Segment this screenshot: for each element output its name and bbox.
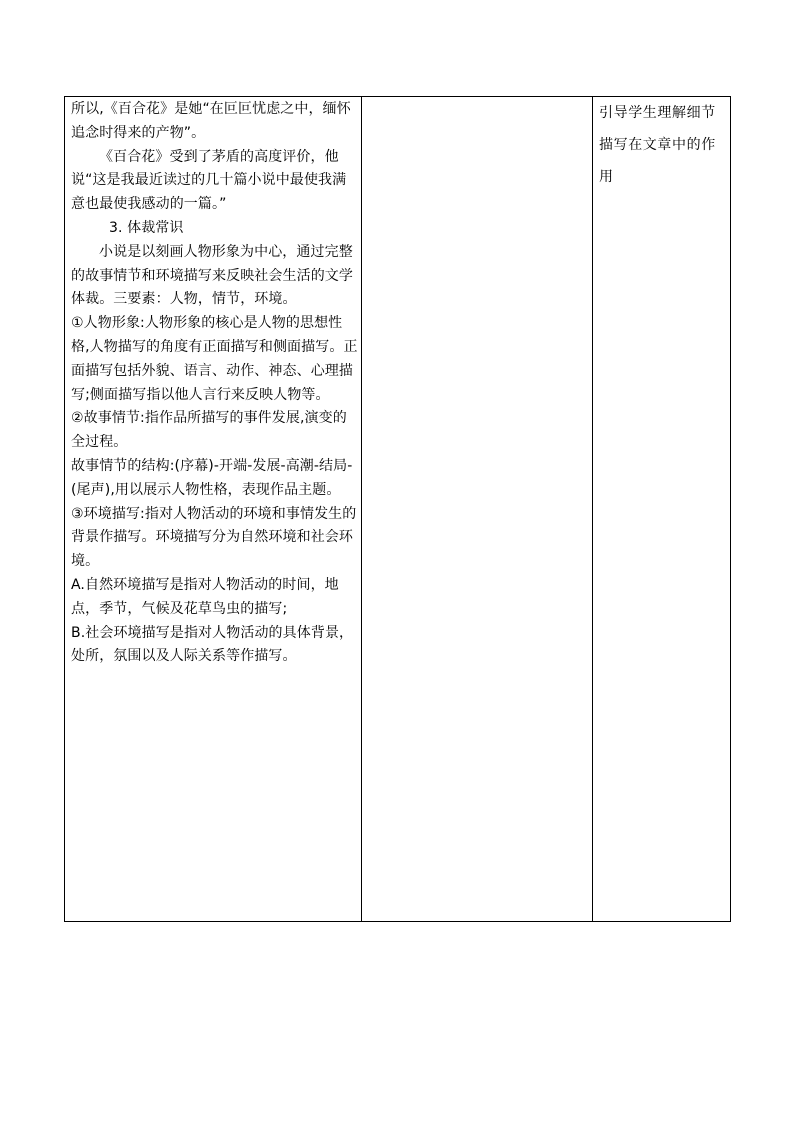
paragraph-author-quote: 所以,《百合花》是她“在叵叵忧虑之中，缅怀追念时得来的产物”。	[71, 101, 351, 141]
paragraph-plot: ②故事情节:指作品所描写的事件发展,演变的全过程。	[71, 410, 347, 451]
paragraph-novel-definition: 小说是以刻画人物形象为中心，通过完整的故事情节和环境描写来反映社会生活的文学体裁。三要素：人物，情节，环境。	[71, 243, 353, 308]
paragraph-social-environment: B.社会环境描写是指对人物活动的具体背景，处所，氛围以及人际关系等作描写。	[71, 624, 354, 665]
section-heading-genre: 3. 体裁常识	[109, 219, 184, 236]
content-cell	[65, 97, 362, 922]
content-text-block	[65, 97, 361, 669]
paragraph-plot-structure: 故事情节的结构:(序幕)-开端-发展-高潮-结局-(尾声),用以展示人物性格，表现作品主题。	[71, 457, 353, 498]
paragraph-character: ①人物形象:人物形象的核心是人物的思想性格,人物描写的角度有正面描写和侧面描写。正面描写包括外貌、语言、动作、神态、心理描写;侧面描写指以他人言行来反映人物等。	[71, 315, 358, 403]
lesson-plan-table	[64, 96, 731, 922]
paragraph-natural-environment: A.自然环境描写是指对人物活动的时间，地点，季节，气候及花草鸟虫的描写;	[71, 576, 339, 617]
teaching-guide-cell	[593, 97, 731, 922]
empty-middle-cell	[362, 97, 593, 922]
table-row	[65, 97, 731, 922]
paragraph-environment: ③环境描写:指对人物活动的环境和事情发生的背景作描写。环境描写分为自然环境和社会环境。	[71, 505, 357, 570]
paragraph-maodun-evaluation: 《百合花》受到了茅盾的高度评价，他说“这是我最近读过的几十篇小说中最使我满意也最使我感动的一篇。”	[71, 148, 347, 213]
teaching-guide-text: 引导学生理解细节描写在文章中的作用	[599, 105, 716, 185]
